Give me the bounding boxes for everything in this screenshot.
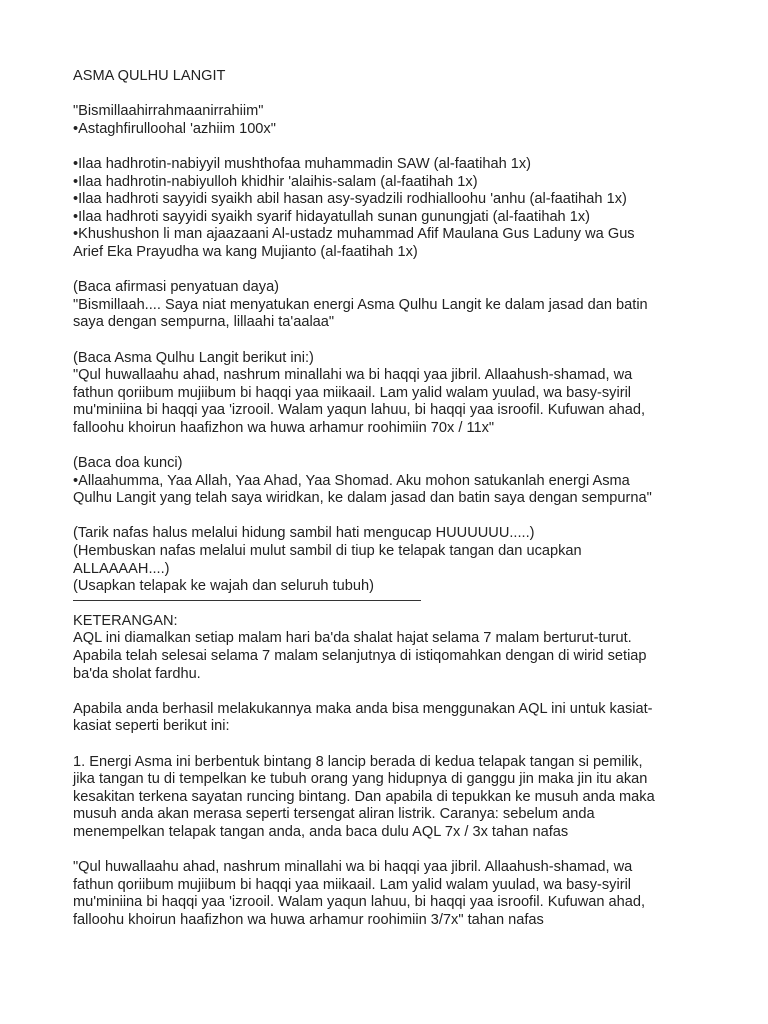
opening-section	[73, 103, 708, 138]
text-line: mu'miniina bi haqqi yaa 'izrooil. Walam yaqun lahuu, bi haqqi yaa isroofil. Kufuwan ahad,	[73, 894, 646, 911]
text-line: (Tarik nafas halus melalui hidung sambil hati mengucap HUUUUUU.....)	[73, 525, 535, 542]
apabila-section	[73, 701, 708, 736]
text-line: mu'miniina bi haqqi yaa 'izrooil. Walam yaqun lahuu, bi haqqi yaa isroofil. Kufuwan ahad,	[73, 402, 646, 419]
text-line: Arief Eka Prayudha wa kang Mujianto (al-faatihah 1x)	[73, 243, 418, 260]
text-line: menempelkan telapak tangan anda, anda baca dulu AQL 7x / 3x tahan nafas	[73, 823, 569, 840]
text-line: •Ilaa hadhroti sayyidi syaikh abil hasan asy-syadzili rodhialloohu 'anhu (al-faatihah 1x)	[73, 191, 627, 208]
text-line: ba'da sholat fardhu.	[73, 665, 201, 682]
document-title	[73, 68, 708, 86]
text-line: (Baca afirmasi penyatuan daya)	[73, 279, 280, 296]
text-line: •Ilaa hadhroti sayyidi syaikh syarif hidayatullah sunan gunungjati (al-faatihah 1x)	[73, 208, 591, 225]
text-line: "Qul huwallaahu ahad, nashrum minallahi wa bi haqqi yaa jibril. Allaahush-shamad, wa	[73, 859, 633, 876]
quote-2-section	[73, 859, 708, 929]
text-line: kasiat seperti berikut ini:	[73, 718, 230, 735]
text-line: Apabila telah selesai selama 7 malam selanjutnya di istiqomahkan dengan di wirid setiap	[73, 648, 647, 664]
text-line: fathun qoriibum mujiibum bi haqqi yaa miikaail. Lam yalid walam yuulad, wa basy-syiril	[73, 384, 632, 401]
text-line: •Ilaa hadhrotin-nabiyulloh khidhir 'alaihis-salam (al-faatihah 1x)	[73, 173, 478, 190]
text-line: •Allaahumma, Yaa Allah, Yaa Ahad, Yaa Shomad. Aku mohon satukanlah energi Asma	[73, 472, 630, 489]
text-line: jika tangan tu di tempelkan ke tubuh orang yang hidupnya di ganggu jin maka jin itu akan	[73, 771, 648, 788]
point-1-section	[73, 754, 708, 842]
text-line: ALLAAAAH....)	[73, 560, 170, 577]
text-line: •Khushushon li man ajaazaani Al-ustadz muhammad Afif Maulana Gus Laduny wa Gus	[73, 226, 635, 243]
text-line: fathun qoriibum mujiibum bi haqqi yaa miikaail. Lam yalid walam yuulad, wa basy-syiril	[73, 876, 632, 893]
text-line: kesakitan terkena sayatan runcing bintang. Dan apabila di tepukkan ke musuh anda maka	[73, 788, 655, 805]
text-line: •Astaghfirulloohal 'azhiim 100x"	[73, 120, 276, 137]
text-line: "Qul huwallaahu ahad, nashrum minallahi wa bi haqqi yaa jibril. Allaahush-shamad, wa	[73, 367, 633, 384]
text-line: (Baca Asma Qulhu Langit berikut ini:)	[73, 349, 314, 366]
text-line: falloohu khoirun haafizhon wa huwa arhamur roohimiin 3/7x" tahan nafas	[73, 911, 544, 928]
text-line: AQL ini diamalkan setiap malam hari ba'da shalat hajat selama 7 malam berturut-turut.	[73, 630, 632, 647]
asma-section	[73, 350, 708, 438]
divider-line	[73, 600, 421, 601]
text-line: musuh anda akan merasa seperti tersengat aliran listrik. Caranya: sebelum anda	[73, 806, 595, 823]
text-line: 1. Energi Asma ini berbentuk bintang 8 lancip berada di kedua telapak tangan si pemilik,	[73, 753, 643, 770]
text-line: (Hembuskan nafas melalui mulut sambil di tiup ke telapak tangan dan ucapkan	[73, 543, 582, 560]
doa-section	[73, 455, 708, 508]
affirmation-section	[73, 279, 708, 332]
text-line: saya dengan sempurna, lillaahi ta'aalaa"	[73, 314, 335, 331]
breathing-section	[73, 525, 708, 595]
title-text: ASMA QULHU LANGIT	[73, 68, 226, 84]
keterangan-section	[73, 613, 708, 683]
tawassul-section	[73, 156, 708, 262]
text-line: •Ilaa hadhrotin-nabiyyil mushthofaa muhammadin SAW (al-faatihah 1x)	[73, 155, 532, 172]
text-line: "Bismillaah.... Saya niat menyatukan energi Asma Qulhu Langit ke dalam jasad dan batin	[73, 296, 648, 313]
text-line: Qulhu Langit yang telah saya wiridkan, ke dalam jasad dan batin saya dengan sempurna"	[73, 490, 652, 507]
text-line: "Bismillaahirrahmaanirrahiim"	[73, 103, 264, 120]
text-line: Apabila anda berhasil melakukannya maka anda bisa menggunakan AQL ini untuk kasiat-	[73, 700, 653, 717]
section-heading: KETERANGAN:	[73, 612, 178, 629]
text-line: (Baca doa kunci)	[73, 455, 183, 472]
text-line: (Usapkan telapak ke wajah dan seluruh tubuh)	[73, 578, 374, 595]
text-line: falloohu khoirun haafizhon wa huwa arhamur roohimiin 70x / 11x"	[73, 419, 495, 436]
